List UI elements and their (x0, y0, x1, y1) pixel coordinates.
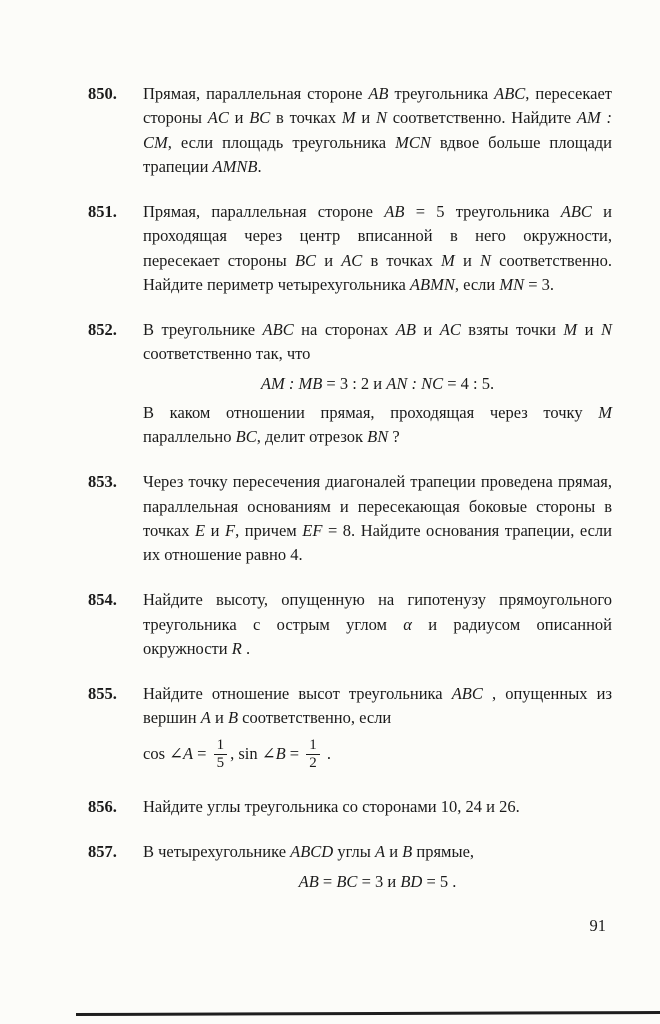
problem-number: 853. (88, 472, 117, 492)
problem-item (88, 795, 612, 819)
problem-text (143, 200, 612, 297)
plain-text: и проходящая через центр вписанной в него окружности, пересекает стороны (143, 202, 612, 270)
math-text: M (341, 108, 356, 128)
plain-text: и (415, 320, 440, 339)
plain-text: соответственно, если (238, 708, 392, 728)
plain-text: В треугольнике (143, 320, 263, 339)
math-text: α (403, 614, 412, 634)
plain-text: соответственно. Найдите периметр четырехугольника (143, 250, 612, 294)
math-text: E (195, 520, 206, 540)
math-text: AC (207, 108, 229, 128)
plain-text: , если (454, 274, 500, 294)
plain-text: cos ∠ (143, 743, 183, 763)
plain-text: = 4 : 5. (443, 373, 495, 393)
math-text: ABC (560, 202, 592, 221)
math-text: B (275, 743, 286, 763)
problem-text (143, 470, 612, 567)
math-text: N (479, 250, 491, 270)
problem-number: 851. (88, 202, 117, 221)
plain-text: Через точку пересечения диагоналей трапеции проведена прямая, параллельная основаниям и пересекающая боковые стороны в точках (143, 472, 612, 540)
math-text: AM : MB (260, 373, 323, 393)
math-text: AM : CM (143, 108, 612, 152)
math-text: ABMN (409, 274, 455, 294)
problem-body (143, 470, 612, 567)
problem-body (143, 82, 612, 179)
problem-item (88, 82, 612, 179)
problem-number: 850. (88, 84, 117, 103)
plain-text: = 3 и (357, 871, 401, 891)
problem-text (143, 401, 612, 450)
plain-text: ? (388, 427, 400, 446)
problem-text (143, 588, 612, 661)
math-text: AN : NC (386, 373, 444, 393)
math-text: F (224, 520, 236, 540)
plain-text: в точках (270, 108, 342, 128)
problem-number: 856. (88, 797, 117, 816)
problem-text (143, 795, 612, 819)
problem-item (88, 588, 612, 661)
problem-number: 852. (88, 320, 117, 339)
math-text: N (600, 320, 612, 339)
plain-text: и (228, 108, 250, 128)
plain-text: = (193, 743, 211, 763)
plain-text: соответственно. Найдите (386, 108, 577, 128)
scan-bottom-edge-line (76, 1011, 660, 1016)
math-text: ABC (494, 84, 526, 103)
plain-text: . (257, 156, 262, 176)
plain-text: , причем (235, 520, 303, 540)
page-number: 91 (589, 916, 606, 935)
problem-number: 855. (88, 684, 117, 703)
plain-text: = 5 треугольника (404, 202, 561, 221)
plain-text: . (322, 743, 331, 763)
plain-text: = (318, 871, 337, 891)
math-text: AB (298, 871, 319, 891)
math-text: BC (336, 871, 358, 891)
plain-text: прямые, (412, 842, 475, 862)
plain-text: , опущенных из вершин (143, 684, 612, 728)
math-text: A (182, 743, 194, 763)
math-text: EF (302, 520, 323, 540)
math-text: AB (395, 320, 416, 339)
problem-text (143, 682, 612, 731)
math-text: AMNB (212, 156, 258, 176)
plain-text: = (285, 743, 304, 763)
math-text: AB (368, 84, 389, 103)
plain-text: , делит отрезок (256, 427, 368, 446)
plain-text: = 3. (524, 274, 555, 294)
formula-line (143, 738, 612, 773)
problem-number: 857. (88, 842, 117, 862)
math-text: M (598, 402, 612, 422)
math-text: A (200, 708, 211, 728)
plain-text: и (355, 108, 376, 128)
problem-body (143, 200, 612, 297)
plain-text: Прямая, параллельная стороне (143, 202, 385, 221)
plain-text: и (205, 520, 225, 540)
plain-text: = 5 . (422, 871, 457, 891)
plain-text: и радиусом описанной окружности (143, 614, 613, 658)
plain-text: и (316, 250, 342, 270)
plain-text: вдвое больше площади трапеции (143, 132, 613, 176)
formula-line (143, 372, 612, 396)
math-text: BC (249, 108, 271, 128)
plain-text: и (385, 842, 403, 862)
problem-body (143, 795, 612, 819)
plain-text: соответственно так, что (143, 344, 311, 364)
math-text: A (374, 842, 386, 862)
formula-line (143, 870, 612, 894)
plain-text: В четырехугольнике (143, 842, 291, 862)
math-text: M (441, 250, 455, 270)
plain-text: на сторонах (293, 320, 396, 339)
plain-text: Найдите углы треугольника со сторонами 10, 24 и 26. (143, 797, 520, 816)
math-text: ABC (262, 320, 294, 339)
problem-body (143, 682, 612, 774)
math-text: AC (341, 250, 363, 270)
plain-text: Прямая, параллельная стороне (143, 84, 369, 103)
math-text: MN (499, 274, 525, 294)
math-text: MCN (395, 132, 431, 152)
math-text: ABCD (290, 842, 334, 862)
plain-text: , sin ∠ (230, 743, 276, 763)
problem-text (143, 82, 612, 179)
math-text: B (227, 708, 239, 728)
plain-text: в точках (362, 250, 442, 270)
math-text: ABC (451, 684, 483, 703)
problem-text (143, 840, 612, 864)
problem-text (143, 318, 612, 367)
plain-text: и (210, 708, 228, 728)
problem-item (88, 840, 612, 899)
math-text: AC (439, 320, 461, 339)
problem-item (88, 200, 612, 297)
plain-text: треугольника (388, 84, 495, 103)
problem-body (143, 840, 612, 899)
plain-text: . (241, 638, 251, 658)
problem-item (88, 318, 612, 449)
math-text: AB (384, 202, 405, 221)
problem-body (143, 588, 612, 661)
math-text: BD (400, 871, 423, 891)
math-text: BC (235, 427, 257, 446)
plain-text: углы (333, 842, 375, 862)
plain-text: и (454, 250, 480, 270)
math-text: B (402, 842, 413, 862)
math-text: R (231, 638, 242, 658)
fraction: $\frac{1}{5}$ (214, 738, 228, 773)
math-text: BN (367, 427, 389, 446)
plain-text: = 3 : 2 и (322, 373, 387, 393)
problem-item (88, 470, 612, 567)
math-text: M (563, 320, 578, 339)
plain-text: = 8. Найдите основания трапеции, если их отношение равно 4. (143, 520, 612, 564)
plain-text: , если площадь треугольника (167, 132, 396, 152)
math-text: N (375, 108, 387, 128)
plain-text: Найдите высоту, опущенную на гипотенузу прямоугольного треугольника с острым углом (143, 590, 612, 634)
math-text: BC (294, 250, 317, 270)
plain-text: Найдите отношение высот треугольника (143, 684, 452, 703)
plain-text: В каком отношении прямая, проходящая через точку (143, 402, 599, 422)
plain-text: взяты точки (460, 320, 564, 339)
plain-text: , пересекает стороны (143, 84, 612, 128)
plain-text: и (577, 320, 601, 339)
fraction: $\frac{1}{2}$ (306, 738, 320, 773)
plain-text: параллельно (143, 427, 236, 446)
problem-item (88, 682, 612, 774)
problem-list (88, 82, 612, 920)
problem-number: 854. (88, 590, 117, 610)
problem-body (143, 318, 612, 449)
